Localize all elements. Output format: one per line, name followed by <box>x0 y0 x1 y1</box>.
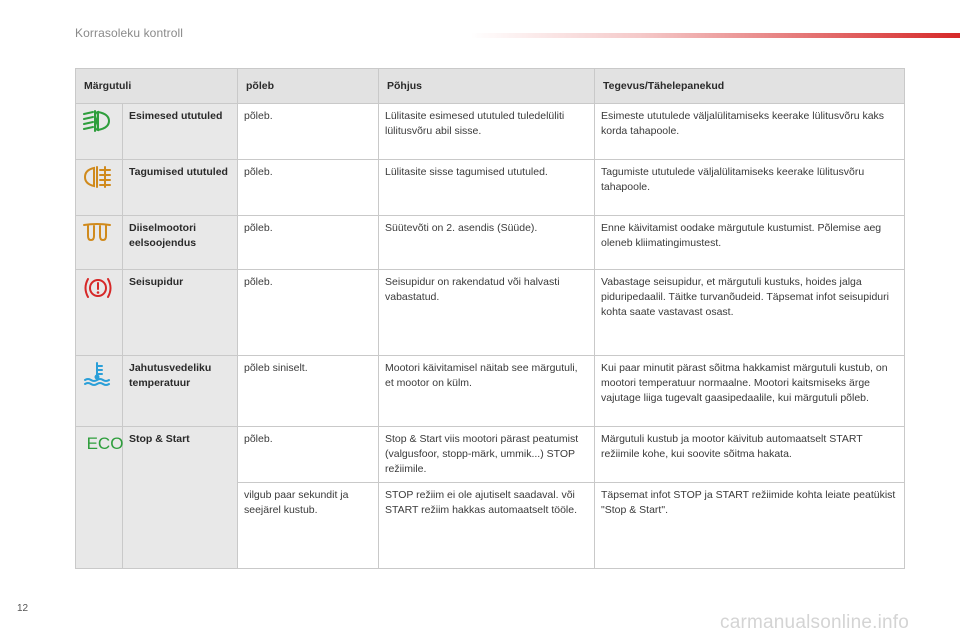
glow-plug-icon <box>82 221 112 248</box>
table-row <box>76 104 905 160</box>
eco-icon-text: ECO <box>86 434 124 453</box>
action-cell: Enne käivitamist oodake märgutule kustumist. Põlemise aeg oleneb kliimatingimustest. <box>595 216 905 270</box>
header-action: Tegevus/Tähelepanekud <box>595 69 905 104</box>
coolant-temperature-icon <box>82 361 112 392</box>
warning-light-name: Stop & Start <box>123 427 238 569</box>
action-cell: Esimeste ututulede väljalülitamiseks keerake lülitusvõru kaks korda tahapoole. <box>595 104 905 160</box>
action-cell: Täpsemat infot STOP ja START režiimide kohta leiate peatükist "Stop & Start". <box>595 483 905 569</box>
page-header-title: Korrasoleku kontroll <box>75 26 184 40</box>
rear-fog-lamp-icon <box>82 165 112 194</box>
state-cell: põleb. <box>238 216 379 270</box>
table-row <box>76 427 905 483</box>
header-cause: Põhjus <box>379 69 595 104</box>
cause-cell: Süütevõti on 2. asendis (Süüde). <box>379 216 595 270</box>
table-row <box>76 160 905 216</box>
warning-light-name: Tagumised ututuled <box>123 160 238 216</box>
warning-light-name: Seisupidur <box>123 270 238 356</box>
action-cell: Vabastage seisupidur, et märgutuli kustuks, hoides jalga piduripedaalil. Täitke turvanõudeid. Täpsemat infot seisupiduri kohta saate vastavast osast. <box>595 270 905 356</box>
action-cell: Märgutuli kustub ja mootor käivitub automaatselt START režiimile kohe, kui soovite sõitma hakata. <box>595 427 905 483</box>
cause-cell: Lülitasite sisse tagumised ututuled. <box>379 160 595 216</box>
warning-light-name: Jahutusvedeliku temperatuur <box>123 356 238 427</box>
cause-cell: Seisupidur on rakendatud või halvasti vabastatud. <box>379 270 595 356</box>
parking-brake-icon <box>82 275 114 306</box>
warning-lights-table <box>75 68 905 569</box>
action-cell: Tagumiste ututulede väljalülitamiseks keerake lülitusvõru tahapoole. <box>595 160 905 216</box>
state-cell: põleb siniselt. <box>238 356 379 427</box>
header-state: põleb <box>238 69 379 104</box>
table-row <box>76 216 905 270</box>
page-number: 12 <box>17 603 29 614</box>
table-header-row <box>76 69 905 104</box>
warning-light-name: Diiselmootori eelsoojendus <box>123 216 238 270</box>
table-row <box>76 270 905 356</box>
cause-cell: STOP režiim ei ole ajutiselt saadaval. või START režiim hakkas automaatselt tööle. <box>379 483 595 569</box>
header-accent-line <box>470 33 960 38</box>
state-cell: põleb. <box>238 427 379 483</box>
state-cell: vilgub paar sekundit ja seejärel kustub. <box>238 483 379 569</box>
watermark: carmanualsonline.info <box>720 612 910 633</box>
table-row <box>76 356 905 427</box>
cause-cell: Stop & Start viis mootori pärast peatumist (valgusfoor, stopp-märk, ummik...) STOP režiimile. <box>379 427 595 483</box>
action-cell: Kui paar minutit pärast sõitma hakkamist märgutuli kustub, on mootori temperatuur normaalne. Mootori kaitsmiseks ärge vajutage liiga tugevalt gaasipedaalile, kui märgutuli põleb. <box>595 356 905 427</box>
cause-cell: Mootori käivitamisel näitab see märgutuli, et mootor on külm. <box>379 356 595 427</box>
eco-icon <box>82 432 128 459</box>
warning-light-name: Esimesed ututuled <box>123 104 238 160</box>
state-cell: põleb. <box>238 104 379 160</box>
cause-cell: Lülitasite esimesed ututuled tuledelüliti lülitusvõru abil sisse. <box>379 104 595 160</box>
header-warning-light: Märgutuli <box>76 69 238 104</box>
state-cell: põleb. <box>238 270 379 356</box>
front-fog-lamp-icon <box>82 109 112 138</box>
state-cell: põleb. <box>238 160 379 216</box>
